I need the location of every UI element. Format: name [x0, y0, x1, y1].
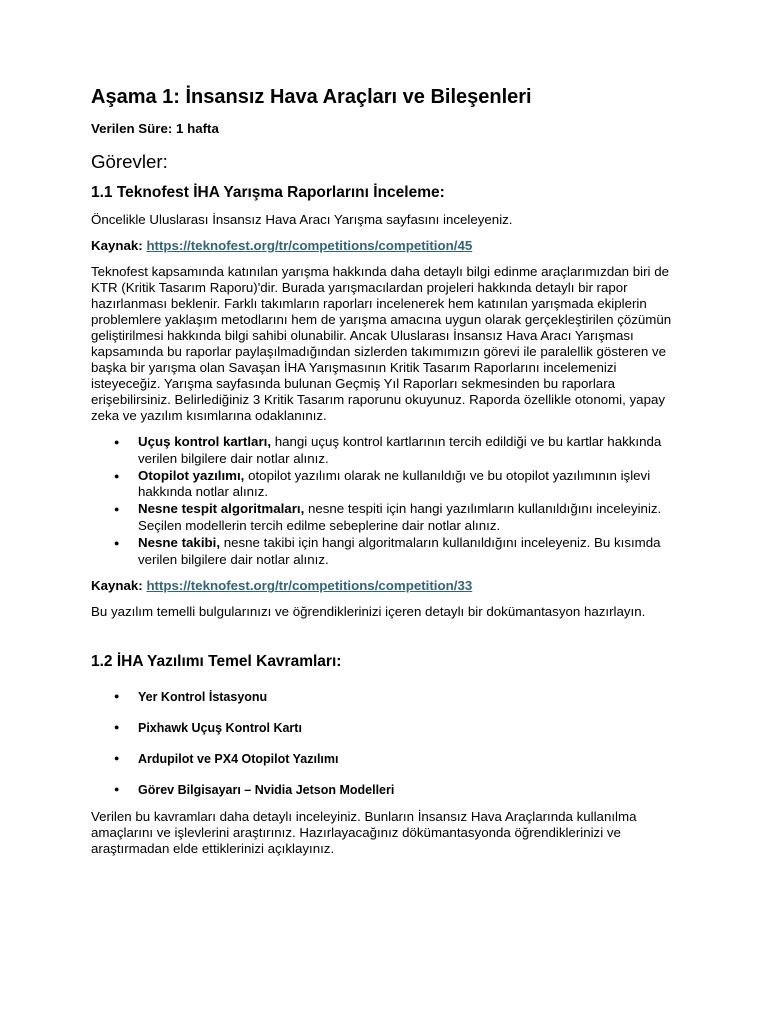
section2-heading: 1.2 İHA Yazılımı Temel Kavramları: [91, 653, 342, 671]
bullet-text: nesne takibi için hangi algoritmaların kullanıldığını inceleyeniz. Bu kısımda verilen bilgilere dair notlar alınız. [138, 534, 661, 567]
list-item [138, 434, 681, 468]
duration-label: Verilen Süre: 1 hafta [91, 121, 219, 136]
list-item [138, 501, 681, 535]
document-page [91, 84, 681, 867]
list-item [138, 468, 681, 502]
list-item: ● Yer Kontrol İstasyonu [138, 689, 681, 705]
list-item: ● Görev Bilgisayarı – Nvidia Jetson Modelleri [138, 782, 681, 798]
bullet-text: nesne tespiti için hangi yazılımların kullanıldığını inceleyiniz. Seçilen modellerin tercih edilme sebeplerine dair notlar alınız. [138, 501, 662, 533]
bullet-text: otopilot yazılımı olarak ne kullanıldığı ve bu otopilot yazılımının işlevi hakkında notlar alınız. [138, 467, 651, 500]
section1-heading: 1.1 Teknofest İHA Yarışma Raporlarını İnceleme: [91, 184, 445, 201]
section2-concept-list [91, 689, 681, 798]
source2 [91, 578, 681, 594]
section1-bullet-list [91, 434, 681, 568]
section1-closing: Bu yazılım temelli bulgularınızı ve öğrendiklerinizi içeren detaylı bir dokümantasyon hazırlayın. [91, 604, 646, 620]
bullet-bold-term: Otopilot yazılımı, [138, 467, 245, 483]
source2-link[interactable]: https://teknofest.org/tr/competitions/competition/33 [146, 578, 473, 594]
list-item: ● Ardupilot ve PX4 Otopilot Yazılımı [138, 751, 681, 767]
page-title: Aşama 1: İnsansız Hava Araçları ve Bileşenleri [91, 86, 532, 108]
section1-intro: Öncelikle Uluslarası İnsansız Hava Aracı Yarışma sayfasını inceleyeniz. [91, 212, 513, 227]
list-item [138, 535, 681, 569]
bullet-text: hangi uçuş kontrol kartlarının tercih edildiği ve bu kartlar hakkında verilen bilgilere dair notlar alınız. [138, 434, 662, 466]
source2-label: Kaynak: [91, 578, 143, 594]
source1-link[interactable]: https://teknofest.org/tr/competitions/competition/45 [146, 238, 473, 253]
bullet-bold-term: Nesne takibi, [138, 534, 221, 550]
tasks-heading: Görevler: [91, 151, 168, 172]
source1 [91, 238, 681, 254]
section1-body: Teknofest kapsamında katınılan yarışma hakkında daha detaylı bilgi edinme araçlarımızdan biri de KTR (Kritik Tasarım Raporu)'dir. Burada yarışmacılardan projeleri hakkında detaylı bir rapor hazırlanması beklenir. Farklı takımların raporları incelenerek hem katınılan yarışmada ekiplerin problemlere yaklaşım metodlarını hem de yarışma amacına uygun olarak gerçekleştirilen çözümün geliştirilmesi hakkında bilgi sahibi olunabilir. Ancak Uluslarası İnsansız Hava Aracı Yarışması kapsamında bu raporlar paylaşılmadığından sizlerden takımımızın görevi ile paralellik gösteren ve başka bir yarışma olan Savaşan İHA Yarışmasının Kritik Tasarım Raporlarını incelemenizi isteyeceğiz. Yarışma sayfasında bulunan Geçmiş Yıl Raporları sekmesinden bu raporlara erişebilirsiniz. Belirlediğiniz 3 Kritik Tasarım raporunu okuyunuz. Raporda özellikle otonomi, yapay zeka ve yazılım kısımlarına odaklanınız. [91, 264, 672, 423]
bullet-bold-term: Nesne tespit algoritmaları, [138, 501, 305, 517]
bullet-bold-term: Uçuş kontrol kartları, [138, 434, 272, 449]
source1-label: Kaynak: [91, 238, 143, 253]
list-item: ● Pixhawk Uçuş Kontrol Kartı [138, 720, 681, 736]
section2-closing: Verilen bu kavramları daha detaylı inceleyiniz. Bunların İnsansız Hava Araçlarında kullanılma amaçlarını ve işlevlerini araştırınız. Hazırlayacağınız dökümantasyonda öğrendiklerinizi ve araştırmadan elde ettiklerinizi açıklayınız. [91, 809, 637, 857]
